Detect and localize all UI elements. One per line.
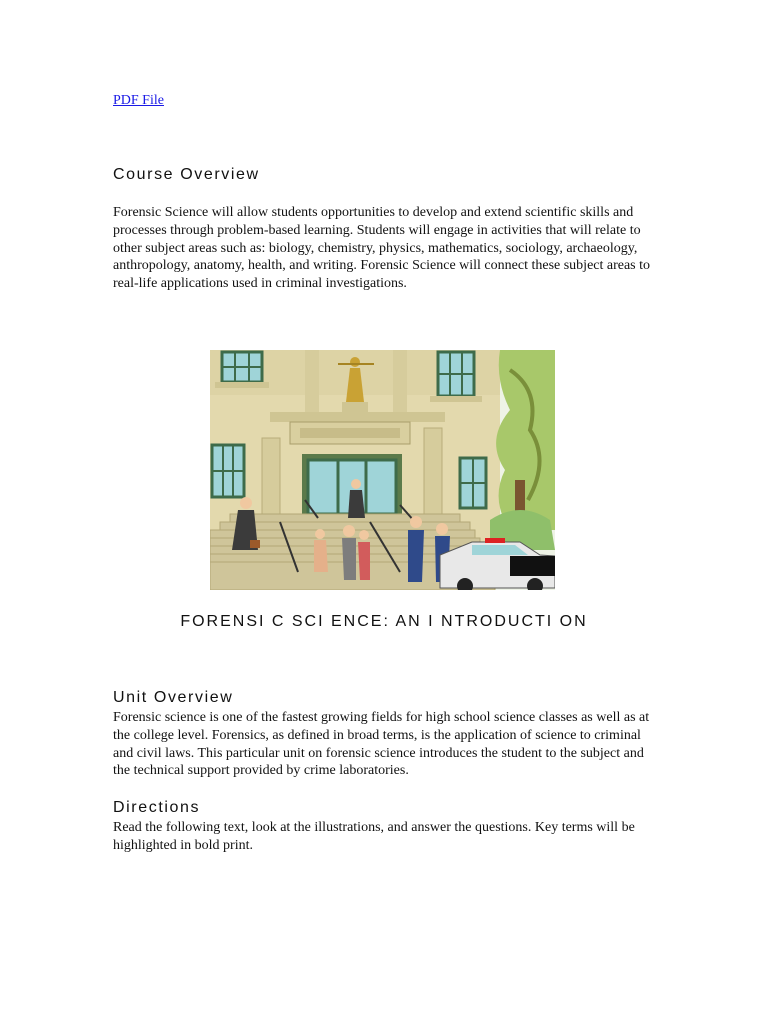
- courthouse-illustration: [210, 350, 555, 590]
- directions-heading: Directions: [113, 799, 201, 816]
- window-icon: [222, 352, 262, 382]
- directions-text: Read the following text, look at the illustrations, and answer the questions. Key terms will be highlighted in bold print.: [113, 820, 635, 853]
- pdf-file-link[interactable]: PDF File: [113, 93, 164, 108]
- unit-overview-text: Forensic science is one of the fastest growing fields for high school science classes as well as at the college level. Forensics, as defined in broad terms, is the application of science to criminal and civil laws. This particular unit on forensic science introduces the student to the subject and the technical support provided by crime laboratories.: [113, 710, 650, 779]
- course-overview-heading: Course Overview: [113, 166, 260, 183]
- unit-overview-heading: Unit Overview: [113, 689, 234, 706]
- course-overview-text: Forensic Science will allow students opportunities to develop and extend scientific skills and processes through problem-based learning. Students will engage in activities that will relate to other subject areas such as: biology, chemistry, physics, mathematics, sociology, archaeology, anthropology, anatomy, health, and writing. Forensic Science will connect these subject areas to real-life applications used in criminal investigations.: [113, 205, 651, 292]
- document-title: FORENSI C SCI ENCE: AN I NTRODUCTI ON: [180, 613, 588, 630]
